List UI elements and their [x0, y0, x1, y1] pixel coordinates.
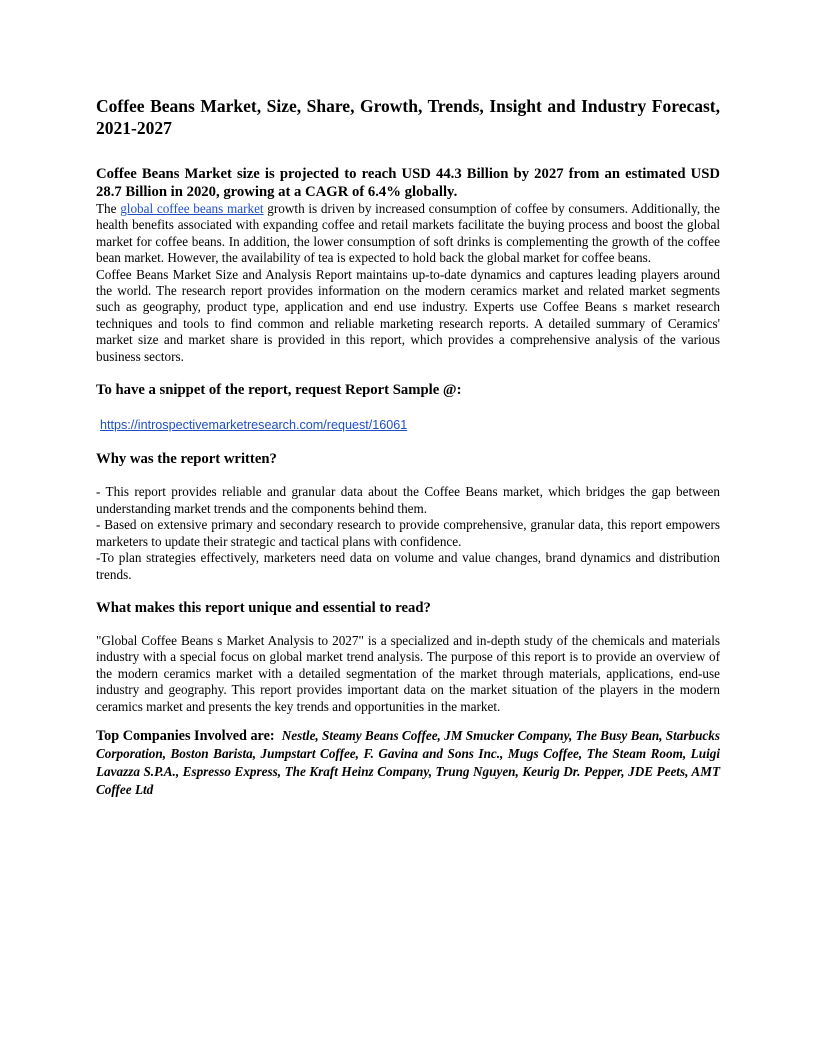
- why-point-3: -To plan strategies effectively, marketers need data on volume and value changes, brand dynamics and distribution trends.: [96, 550, 720, 582]
- companies-paragraph: [96, 727, 720, 799]
- why-heading: Why was the report written?: [96, 451, 277, 468]
- sample-heading: To have a snippet of the report, request Report Sample @:: [96, 382, 462, 399]
- global-coffee-beans-market-link[interactable]: global coffee beans market: [120, 201, 264, 216]
- companies-list: Nestle, Steamy Beans Coffee, JM Smucker Company, The Busy Bean, Starbucks Corporation, Boston Barista, Jumpstart Coffee, F. Gavina and Sons Inc., Mugs Coffee, The Steam Room, Luigi Lavazza S.P.A., Espresso Express, The Kraft Heinz Company, Trung Nguyen, Keurig Dr. Pepper, JDE Peets, AMT Coffee Ltd: [96, 727, 720, 797]
- sample-url-line: [96, 417, 720, 433]
- why-point-1: - This report provides reliable and granular data about the Coffee Beans market, which bridges the gap between understanding market trends and the components behind them.: [96, 484, 720, 516]
- why-point-2: - Based on extensive primary and secondary research to provide comprehensive, granular data, this report empowers marketers to update their strategic and tactical plans with confidence.: [96, 517, 720, 549]
- unique-heading: What makes this report unique and essential to read?: [96, 599, 431, 616]
- analysis-paragraph: Coffee Beans Market Size and Analysis Report maintains up-to-date dynamics and captures leading players around the world. The research report provides information on the modern ceramics market and related market segments such as geography, product type, application and end use industry. Experts use Coffee Beans s market research techniques and tools to find common and reliable marketing research reports. A detailed summary of Ceramics' market size and market share is provided in this report, which provides a comprehensive analysis of the various business sectors.: [96, 266, 720, 364]
- companies-label: Top Companies Involved are:: [96, 727, 275, 744]
- intro-paragraph: [96, 201, 720, 267]
- unique-paragraph: "Global Coffee Beans s Market Analysis to 2027" is a specialized and in-depth study of the chemicals and materials industry with a special focus on global market trend analysis. The purpose of this report is to provide an overview of the modern ceramics market with a detailed segmentation of the market through materials, applications, end-use industry and geography. This report provides important data on the market situation of the players in the modern ceramics market and presents the key trends and opportunities in the market.: [96, 632, 720, 714]
- lead-summary: Coffee Beans Market size is projected to reach USD 44.3 Billion by 2027 from an estimated USD 28.7 Billion in 2020, growing at a CAGR of 6.4% globally.: [96, 166, 720, 200]
- intro-suffix: growth is driven by increased consumption of coffee by consumers. Additionally, the health benefits associated with expanding coffee and retail markets facilitate the buying process and boost the global market for coffee beans. In addition, the lower consumption of soft drinks is complementing the growth of the coffee bean market. However, the availability of tea is expected to hold back the global market for coffee beans.: [96, 201, 720, 266]
- document-title: Coffee Beans Market, Size, Share, Growth, Trends, Insight and Industry Forecast, 2021-2027: [96, 96, 720, 138]
- intro-prefix: The: [96, 201, 121, 216]
- sample-request-link[interactable]: https://introspectivemarketresearch.com/request/16061: [100, 418, 408, 433]
